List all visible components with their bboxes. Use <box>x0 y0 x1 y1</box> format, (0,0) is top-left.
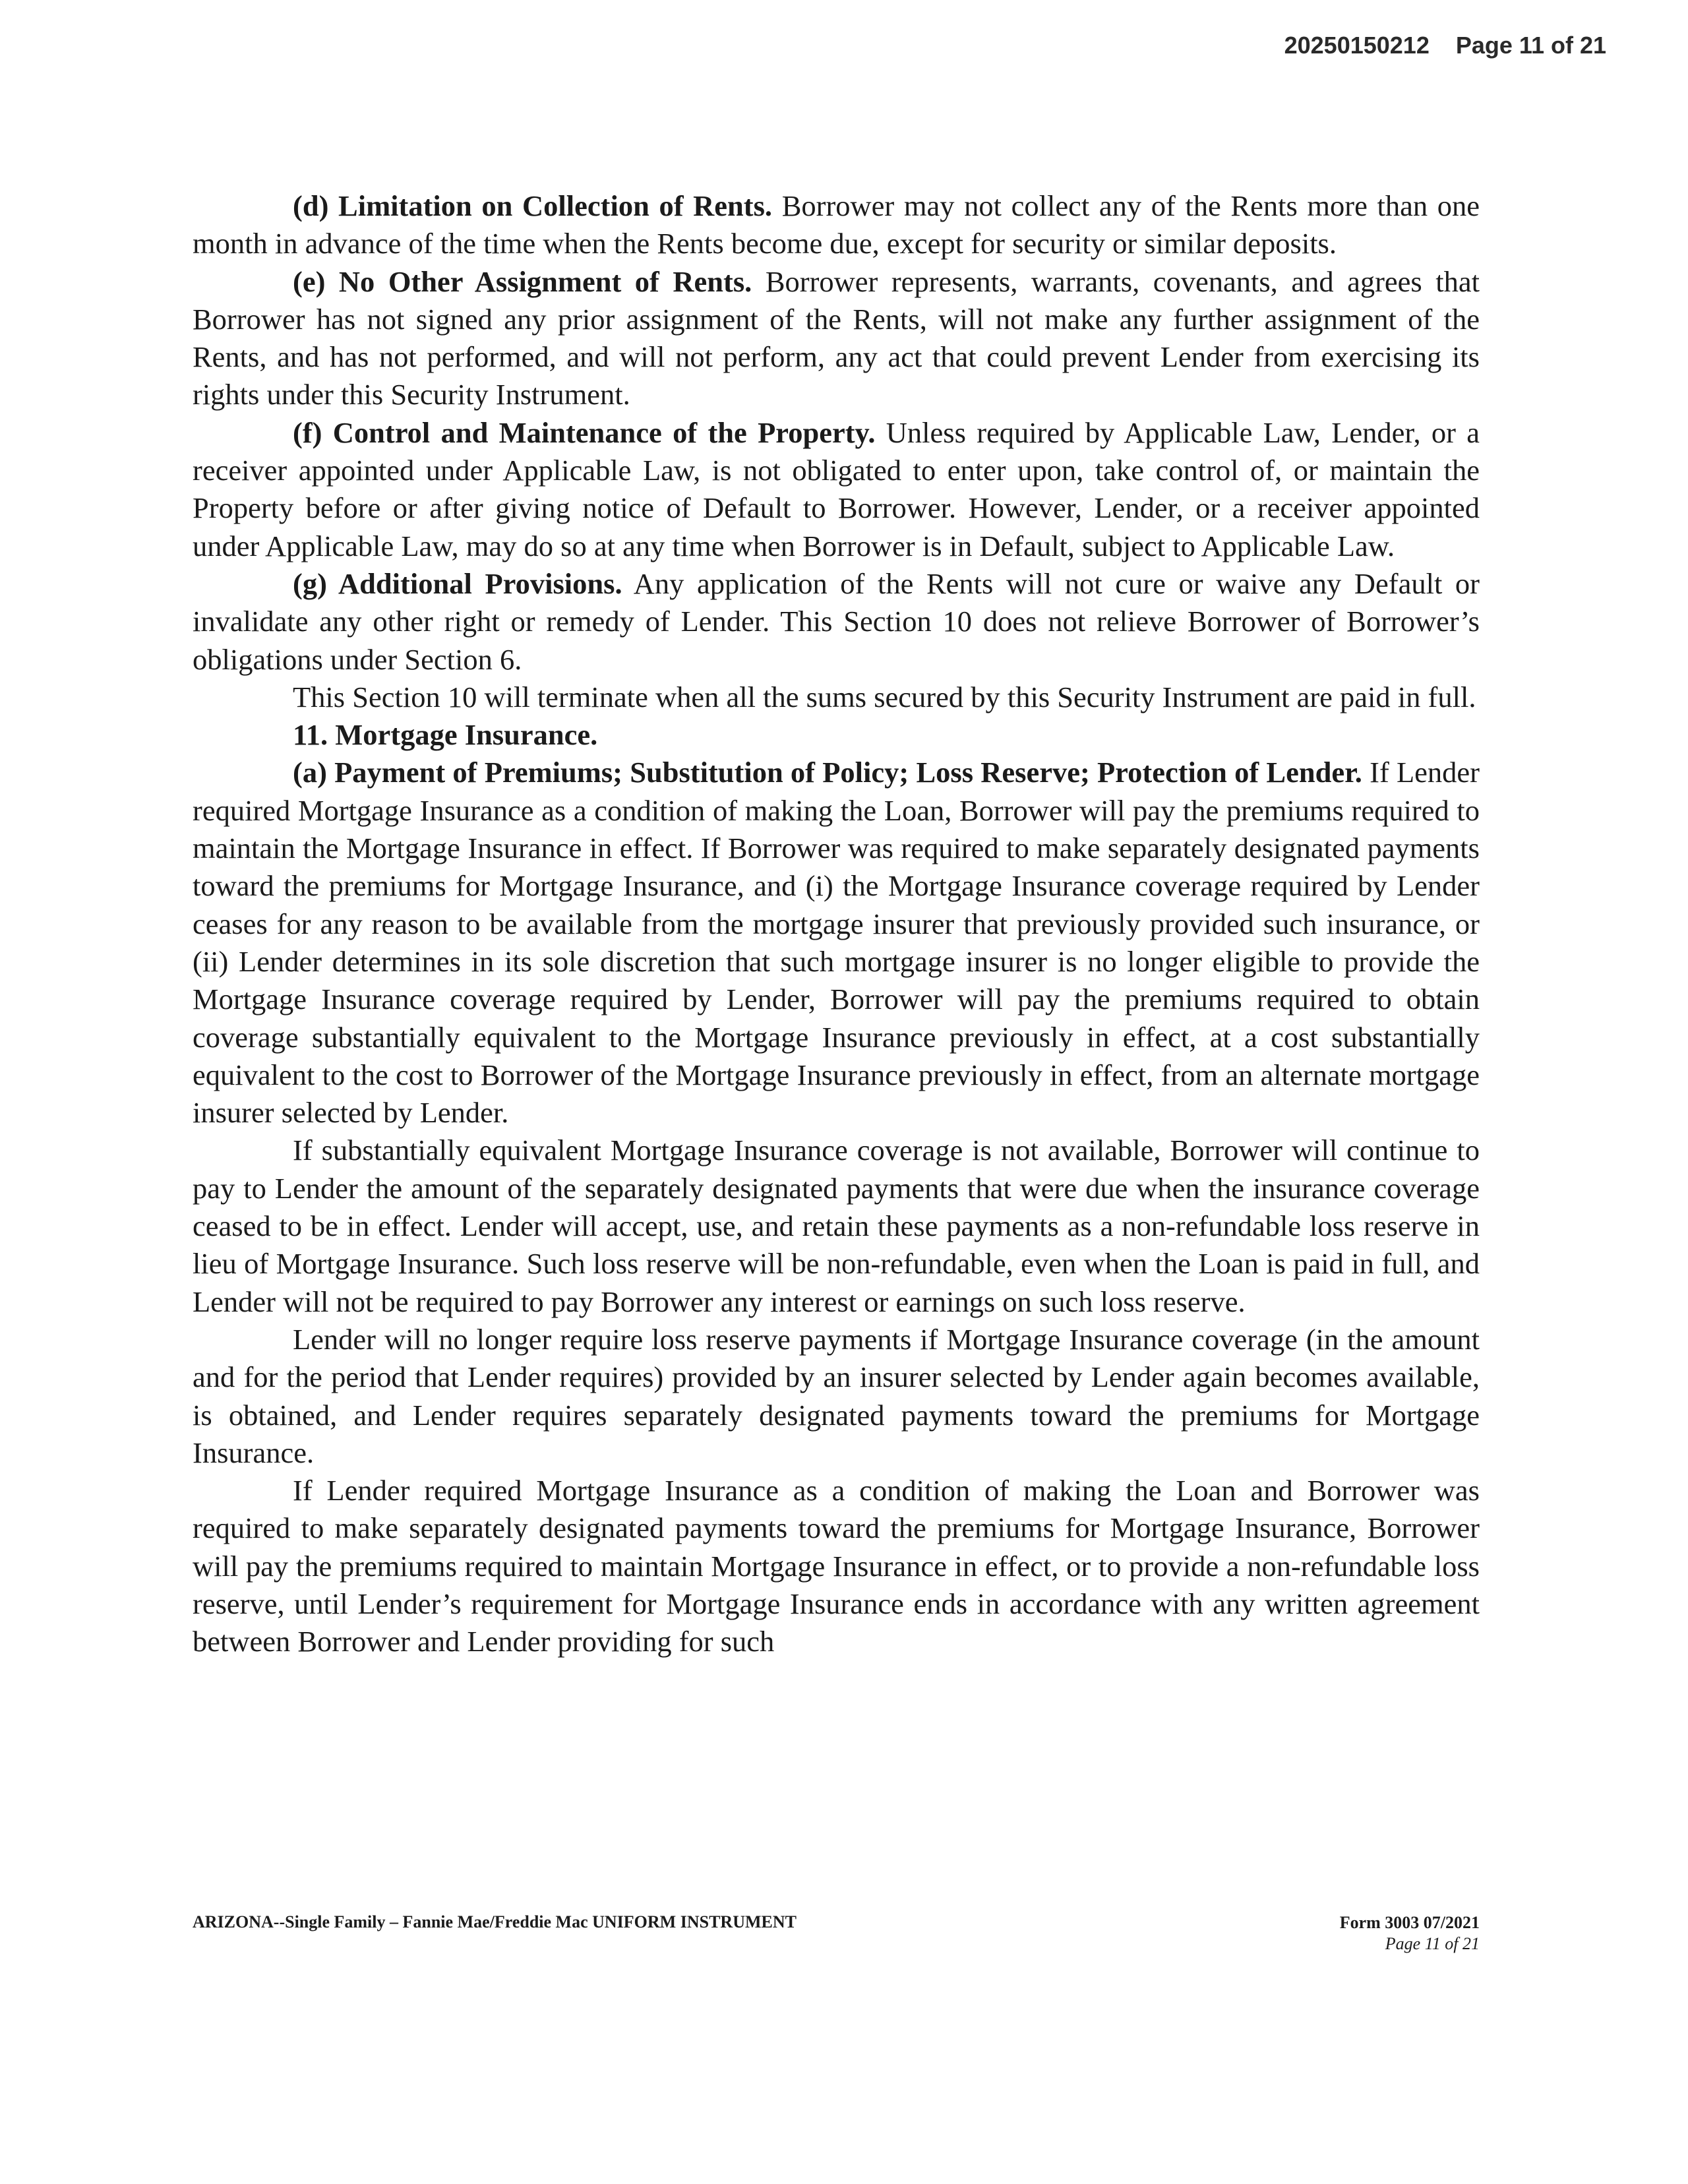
paragraph-heading: (a) Payment of Premiums; Substitution of Policy; Loss Reserve; Protection of Lender. <box>293 756 1362 789</box>
paragraph-control-maintenance <box>193 414 1480 565</box>
paragraph-text: Unless required by Applicable Law, Lender, or a receiver appointed under Applicable Law, is not obligated to enter upon, take control of, or maintain the Property before or after giving notice of Default to Borrower. However, Lender, or a receiver appointed under Applicable Law, may do so at any time when Borrower is in Default, subject to Applicable Law. <box>193 415 1480 562</box>
paragraph-heading: (d) Limitation on Collection of Rents. <box>293 189 773 222</box>
document-body <box>193 187 1480 1661</box>
paragraph-payment-of-premiums <box>193 754 1480 1132</box>
instrument-name: ARIZONA--Single Family – Fannie Mae/Freddie Mac UNIFORM INSTRUMENT <box>193 1912 797 1931</box>
paragraph-section-10-termination <box>193 679 1480 716</box>
paragraph-heading: (f) Control and Maintenance of the Property. <box>293 415 876 449</box>
paragraph-premiums-until-requirement-ends <box>193 1472 1480 1660</box>
paragraph-text: If Lender required Mortgage Insurance as a condition of making the Loan and Borrower was required to make separately designated payments toward the premiums for Mortgage Insurance, Borrower will pay the premiums required to maintain Mortgage Insurance in effect, or to provide a non-refundable loss reserve, until Lender’s requirement for Mortgage Insurance ends in accordance with any written agreement between Borrower and Lender providing for such <box>193 1474 1480 1658</box>
document-number: 20250150212 <box>1284 32 1430 59</box>
paragraph-limitation-collection-rents <box>193 187 1480 263</box>
paragraph-text: Borrower represents, warrants, covenants, and agrees that Borrower has not signed any prior assignment of the Rents, will not make any further assignment of the Rents, and has not performed, and will not perform, any act that could prevent Lender from exercising its rights under this Security Instrument. <box>193 264 1480 411</box>
form-info <box>1340 1912 1480 1955</box>
footer-page-number: Page 11 of 21 <box>1385 1934 1480 1953</box>
paragraph-heading: (e) No Other Assignment of Rents. <box>293 264 752 298</box>
paragraph-text: If substantially equivalent Mortgage Insurance coverage is not available, Borrower will continue to pay to Lender the amount of the separately designated payments that were due when the insurance coverage ceased to be in effect. Lender will accept, use, and retain these payments as a non-refundable loss reserve in lieu of Mortgage Insurance. Such loss reserve will be non-refundable, even when the Loan is paid in full, and Lender will not be required to pay Borrower any interest or earnings on such loss reserve. <box>193 1134 1480 1318</box>
paragraph-loss-reserve-payments <box>193 1321 1480 1472</box>
page-number: Page 11 of 21 <box>1455 32 1606 59</box>
paragraph-additional-provisions <box>193 565 1480 679</box>
section-heading-mortgage-insurance <box>193 716 1480 754</box>
paragraph-equivalent-coverage <box>193 1132 1480 1320</box>
paragraph-text: This Section 10 will terminate when all the sums secured by this Security Instrument are paid in full. <box>293 680 1476 713</box>
paragraph-text: Any application of the Rents will not cure or waive any Default or invalidate any other right or remedy of Lender. This Section 10 does not relieve Borrower of Borrower’s obligations under Section 6. <box>193 566 1480 676</box>
paragraph-text: If Lender required Mortgage Insurance as a condition of making the Loan, Borrower will pay the premiums required to maintain the Mortgage Insurance in effect. If Borrower was required to make separately designated payments toward the premiums for Mortgage Insurance, and (i) the Mortgage Insurance coverage required by Lender ceases for any reason to be available from the mortgage insurer that previously provided such insurance, or (ii) Lender determines in its sole discretion that such mortgage insurer is no longer eligible to provide the Mortgage Insurance coverage required by Lender, Borrower will pay the premiums required to obtain coverage substantially equivalent to the Mortgage Insurance previously in effect, at a cost substantially equivalent to the cost to Borrower of the Mortgage Insurance previously in effect, from an alternate mortgage insurer selected by Lender. <box>193 756 1480 1130</box>
paragraph-heading: 11. Mortgage Insurance. <box>293 718 598 752</box>
paragraph-heading: (g) Additional Provisions. <box>293 566 622 600</box>
paragraph-text: Borrower may not collect any of the Rents more than one month in advance of the time when the Rents become due, except for security or similar deposits. <box>193 189 1480 260</box>
paragraph-no-other-assignment <box>193 263 1480 414</box>
form-number: Form 3003 07/2021 <box>1339 1913 1480 1932</box>
paragraph-text: Lender will no longer require loss reserve payments if Mortgage Insurance coverage (in the amount and for the period that Lender requires) provided by an insurer selected by Lender again becomes available, is obtained, and Lender requires separately designated payments toward the premiums for Mortgage Insurance. <box>193 1322 1480 1469</box>
page-header <box>1284 32 1606 59</box>
